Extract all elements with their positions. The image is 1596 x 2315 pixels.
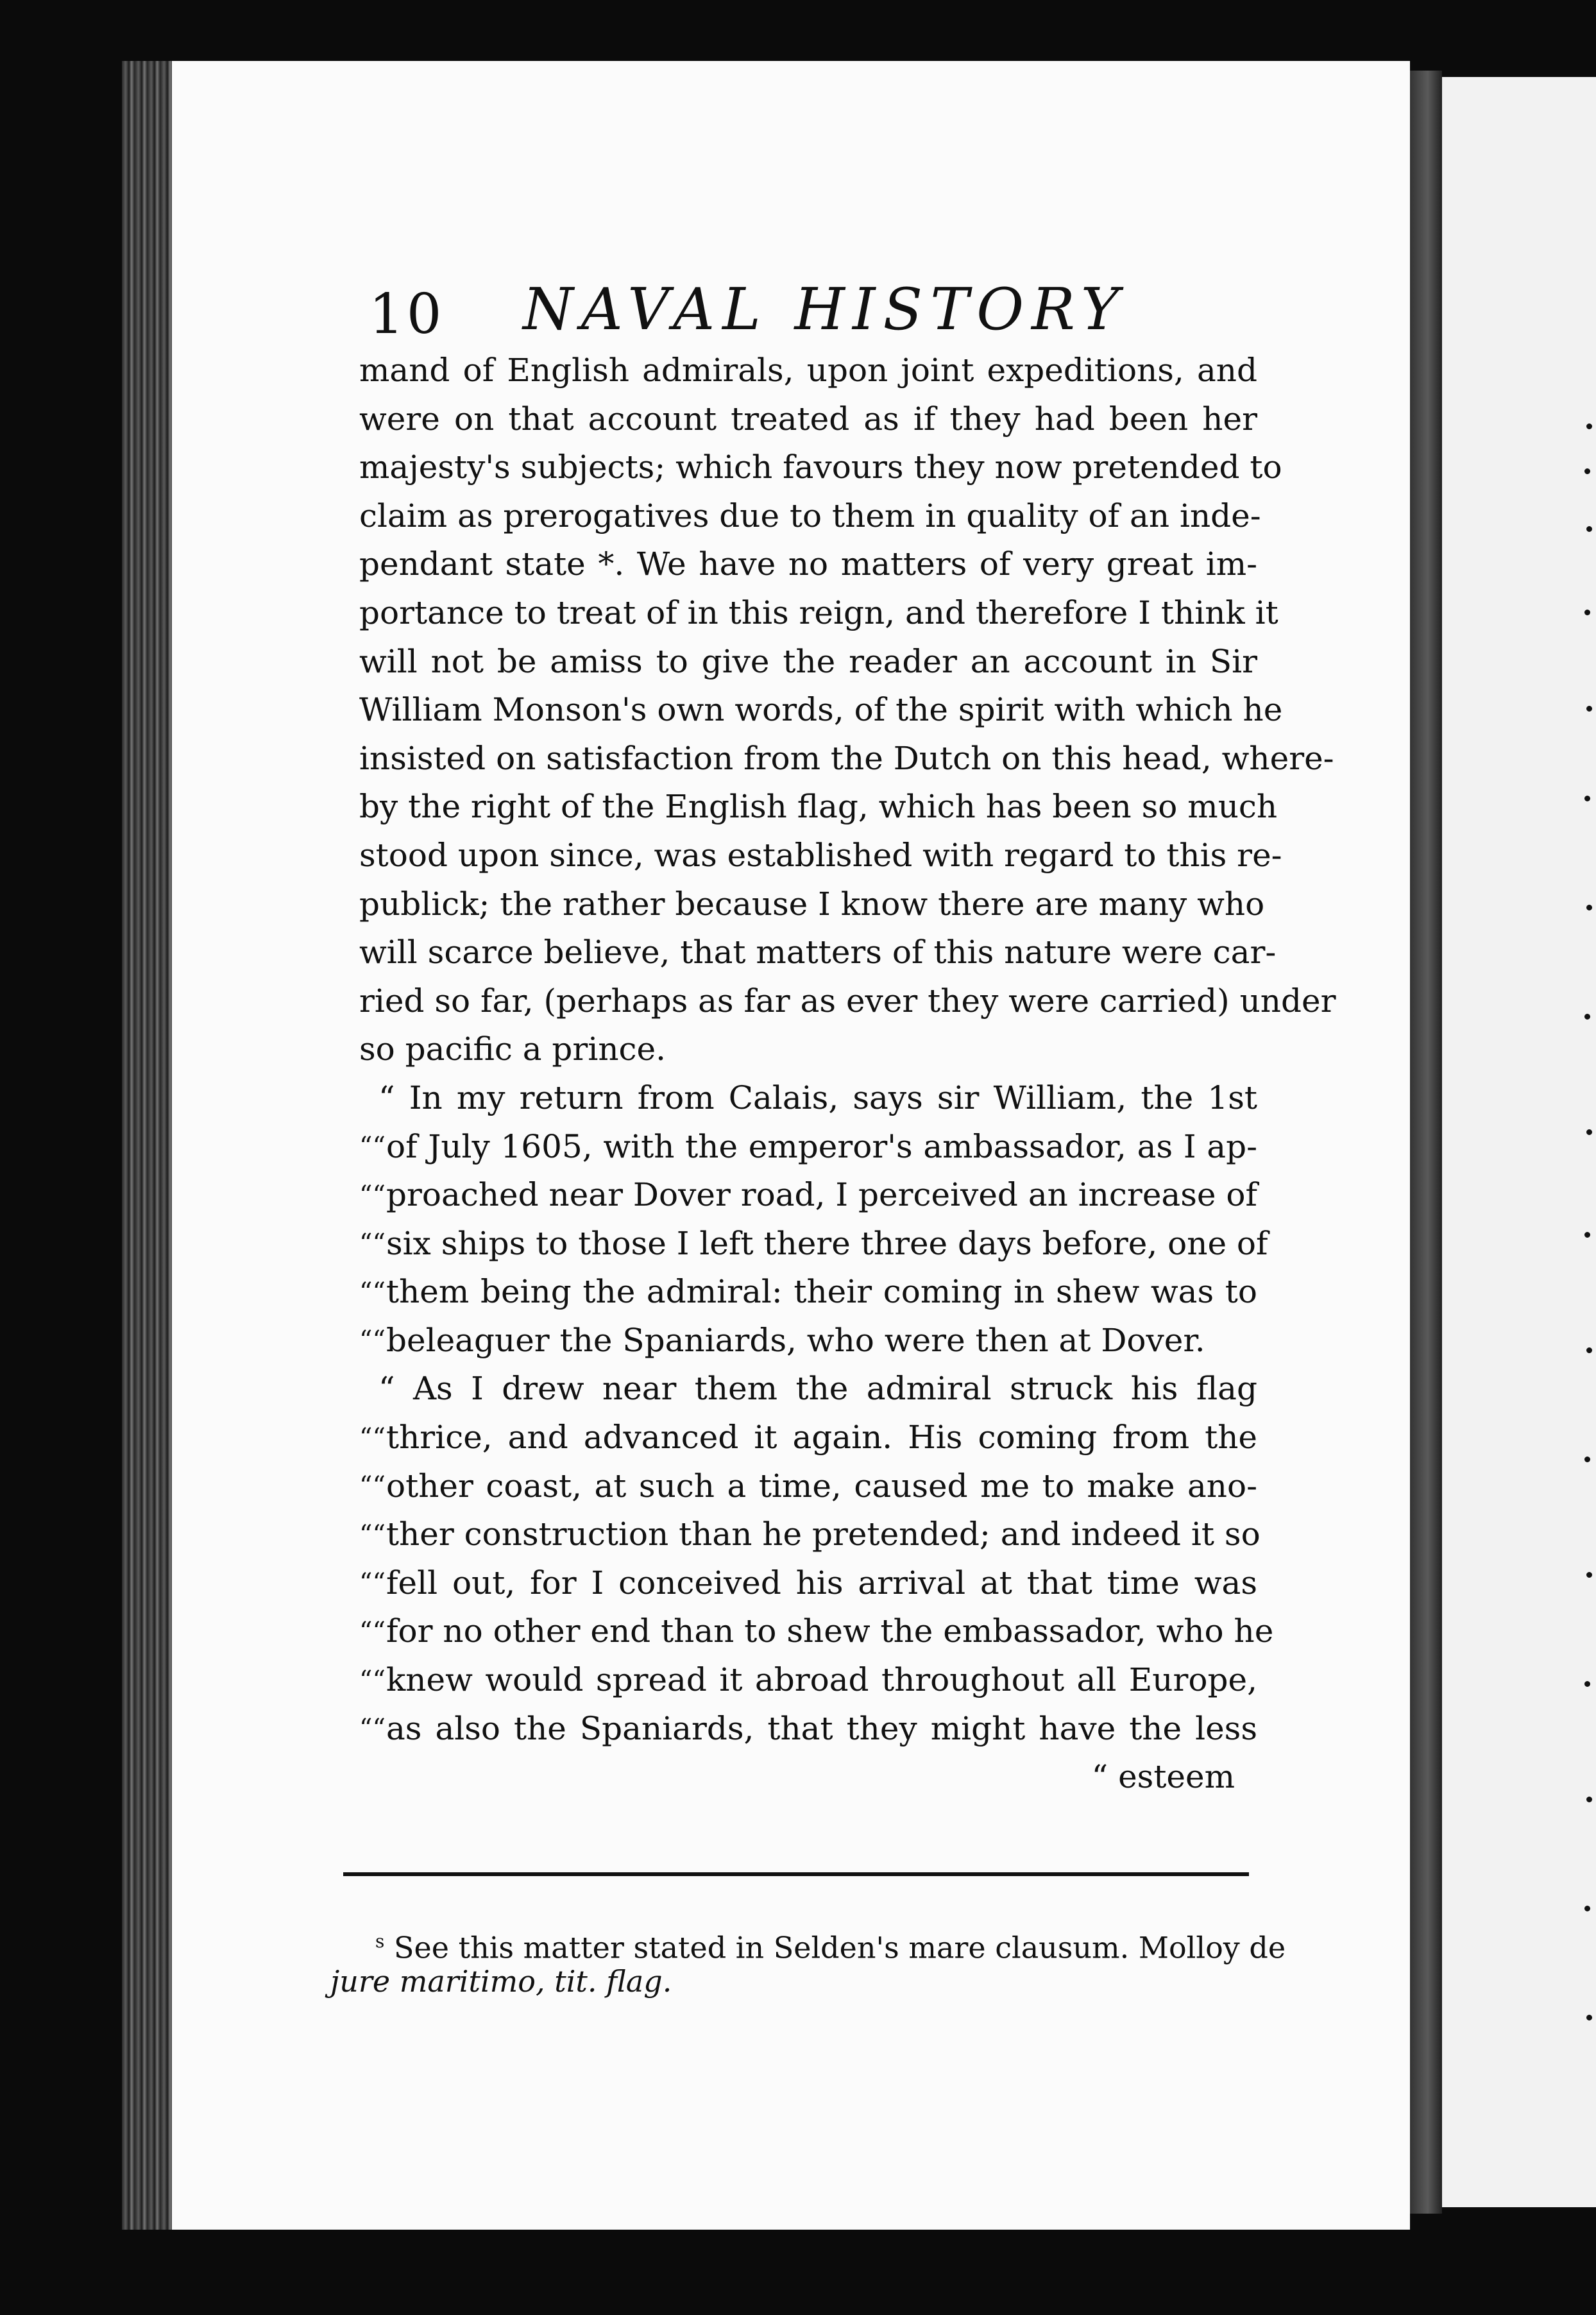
text-line: ried so far, (perhaps as far as ever they were carried) under: [359, 982, 1336, 1020]
quote-line: “ As I drew near them the admiral struck his flag: [378, 1370, 1257, 1408]
book-fore-edge: [122, 61, 180, 2230]
quote-line: other coast, at such a time, caused me to make ano-: [386, 1467, 1257, 1505]
quote-mark: ““: [359, 1277, 386, 1307]
text-line: publick; the rather because I know there are many who: [359, 885, 1265, 923]
quote-mark: ““: [359, 1326, 386, 1356]
text-line: will scarce believe, that matters of this nature were car-: [359, 934, 1277, 971]
quote-line: beleaguer the Spaniards, who were then at Dover.: [386, 1321, 1205, 1359]
text-line: mand of English admirals, upon joint expeditions, and: [359, 352, 1257, 389]
quote-line: ther construction than he pretended; and indeed it so: [386, 1516, 1261, 1553]
quote-line: them being the admiral: their coming in shew was to: [386, 1273, 1257, 1311]
quote-mark: ““: [359, 1422, 386, 1453]
quote-mark: ““: [359, 1519, 386, 1550]
quote-line: “ In my return from Calais, says sir William, the 1st: [378, 1079, 1257, 1116]
body-text: [359, 346, 1336, 1802]
quote-mark: ““: [359, 1180, 386, 1210]
text-line: majesty's subjects; which favours they now pretended to: [359, 448, 1282, 486]
quote-mark: ““: [359, 1229, 386, 1259]
text-line: pendant state *. We have no matters of very great im-: [359, 545, 1257, 583]
quote-mark: ““: [359, 1568, 386, 1598]
quote-line: for no other end than to shew the embassador, who he: [386, 1612, 1274, 1650]
quote-line: fell out, for I conceived his arrival at that time was: [386, 1564, 1257, 1602]
text-line: stood upon since, was established with regard to this re-: [359, 836, 1282, 874]
text-line: will not be amiss to give the reader an account in Sir: [359, 642, 1257, 680]
quote-mark: ““: [359, 1665, 386, 1695]
quote-line: proached near Dover road, I perceived an increase of: [386, 1176, 1257, 1214]
footnote: [330, 1922, 1286, 2001]
text-line: so pacific a prince.: [359, 1030, 666, 1068]
quote-line: as also the Spaniards, that they might have the less: [386, 1709, 1257, 1747]
text-line: by the right of the English flag, which has been so much: [359, 788, 1278, 826]
quote-line: knew would spread it abroad throughout all Europe,: [386, 1661, 1257, 1699]
quote-mark: ““: [359, 1714, 386, 1744]
footnote-text: See this matter stated in Selden's mare clausum. Molloy de: [394, 1930, 1286, 1965]
catchword: “ esteem: [1091, 1758, 1235, 1796]
quote-mark: ““: [359, 1616, 386, 1646]
text-line: portance to treat of in this reign, and therefore I think it: [359, 594, 1278, 631]
footnote-divider: [343, 1872, 1249, 1876]
quote-mark: ““: [359, 1132, 386, 1161]
quote-mark: ““: [359, 1471, 386, 1501]
book-gutter: [1410, 71, 1442, 2214]
text-line: insisted on satisfaction from the Dutch on this head, where-: [359, 739, 1334, 777]
footnote-marker: s: [375, 1931, 385, 1952]
text-line: were on that account treated as if they had been her: [359, 400, 1257, 438]
running-head: NAVAL HISTORY: [523, 276, 1127, 343]
page-number: 10: [369, 282, 445, 346]
quote-marks-column: [359, 1123, 385, 1754]
text-line: William Monson's own words, of the spirit with which he: [359, 691, 1283, 729]
quote-line: six ships to those I left there three days before, one of: [386, 1224, 1268, 1262]
footnote-line: [330, 1922, 1286, 1965]
quote-line: of July 1605, with the emperor's ambassador, as I ap-: [386, 1127, 1257, 1165]
footnote-line: jure maritimo, tit. flag.: [330, 1964, 672, 1999]
facing-page-edge: [1442, 77, 1596, 2207]
text-line: claim as prerogatives due to them in quality of an inde-: [359, 497, 1261, 534]
quote-line: thrice, and advanced it again. His coming from the: [386, 1419, 1257, 1456]
